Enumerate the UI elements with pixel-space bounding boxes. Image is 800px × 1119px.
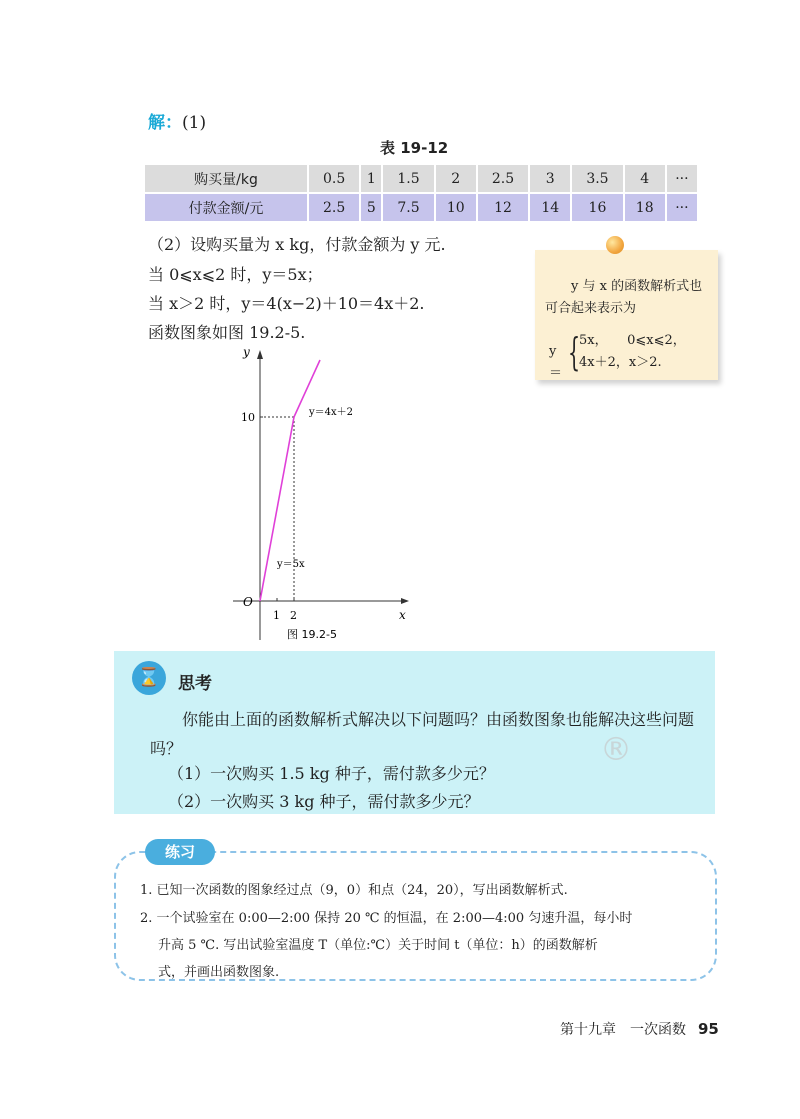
part2-line2: 当 0⩽x⩽2 时，y＝5x； xyxy=(148,265,323,284)
table-cell: 1.5 xyxy=(383,165,433,192)
y-tick-label: 10 xyxy=(241,411,255,424)
side-note xyxy=(535,250,718,380)
practice-item-2-line2: 升高 5 ℃. 写出试验室温度 T（单位:℃）关于时间 t（单位：h）的函数解析 xyxy=(158,938,598,953)
purchase-table xyxy=(143,163,699,223)
part2-line4: 函数图象如图 19.2-5. xyxy=(148,323,306,342)
hourglass-icon: ⌛ xyxy=(132,661,166,695)
x-axis-arrow-icon xyxy=(401,598,409,604)
part2-line1: （2）设购买量为 x kg，付款金额为 y 元. xyxy=(148,235,446,254)
table-cell: 16 xyxy=(572,194,622,221)
table-cell: 2.5 xyxy=(309,194,359,221)
row-header-quantity: 购买量/kg xyxy=(145,165,307,192)
table-cell: 0.5 xyxy=(309,165,359,192)
x-tick-label-2: 2 xyxy=(290,609,297,622)
table-cell: 10 xyxy=(436,194,476,221)
y-axis-label: y xyxy=(243,345,250,359)
y-axis-arrow-icon xyxy=(257,350,263,359)
x-tick-label-1: 1 xyxy=(273,609,280,622)
solution-part1: (1) xyxy=(182,113,207,133)
table-cell: 5 xyxy=(361,194,381,221)
practice-label: 练习 xyxy=(145,839,215,865)
formula-case1: 5x， 0⩽x⩽2， xyxy=(579,333,686,348)
table-cell: 1 xyxy=(361,165,381,192)
formula-case2: 4x＋2，x＞2. xyxy=(579,355,662,370)
table-row-payment xyxy=(145,194,697,221)
pushpin-icon xyxy=(606,236,624,254)
practice-item-2-line1: 2. 一个试验室在 0:00—2:00 保持 20 ℃ 的恒温，在 2:00—4:00 匀速升温，每小时 xyxy=(140,911,633,926)
formula-lhs: y＝ xyxy=(549,344,563,381)
row-header-payment: 付款金额/元 xyxy=(145,194,307,221)
table-cell: 4 xyxy=(625,165,665,192)
table-cell: 18 xyxy=(625,194,665,221)
part2-line3: 当 x＞2 时，y＝4(x−2)＋10＝4x＋2. xyxy=(148,294,425,313)
x-axis-label: x xyxy=(399,608,406,622)
label-lower-line: y＝5x xyxy=(277,559,305,570)
table-caption: 表 19-12 xyxy=(380,139,449,157)
table-cell: 2 xyxy=(436,165,476,192)
practice-item-1: 1. 已知一次函数的图象经过点（9，0）和点（24，20），写出函数解析式. xyxy=(140,883,568,898)
table-row-quantity xyxy=(145,165,697,192)
table-cell: 2.5 xyxy=(478,165,528,192)
table-cell: 12 xyxy=(478,194,528,221)
solution-label: 解： xyxy=(148,113,182,133)
brace-icon: { xyxy=(568,330,581,374)
table-cell: 14 xyxy=(530,194,570,221)
figure-caption: 图 19.2-5 xyxy=(287,628,337,641)
solution-heading xyxy=(148,108,206,133)
table-cell: ··· xyxy=(667,194,697,221)
think-body: 你能由上面的函数解析式解决以下问题吗？由函数图象也能解决这些问题吗？ xyxy=(150,710,695,758)
think-question-1: （1）一次购买 1.5 kg 种子，需付款多少元？ xyxy=(168,764,495,783)
chapter-title: 第十九章 一次函数 xyxy=(560,1022,686,1038)
segment-y-5x xyxy=(260,417,294,601)
practice-item-2-line3: 式，并画出函数图象. xyxy=(158,965,280,980)
label-upper-line: y＝4x＋2 xyxy=(309,407,354,418)
think-title: 思考 xyxy=(178,674,212,694)
table-cell: ··· xyxy=(667,165,697,192)
think-question-2: （2）一次购买 3 kg 种子，需付款多少元？ xyxy=(168,792,480,811)
table-cell: 7.5 xyxy=(383,194,433,221)
page-footer xyxy=(560,1019,719,1039)
note-text: y 与 x 的函数解析式也可合起来表示为 xyxy=(545,279,703,316)
watermark-registered: ® xyxy=(600,730,632,768)
page-number: 95 xyxy=(698,1020,719,1038)
table-cell: 3 xyxy=(530,165,570,192)
table-cell: 3.5 xyxy=(572,165,622,192)
function-graph xyxy=(225,340,425,645)
origin-label: O xyxy=(243,595,253,609)
